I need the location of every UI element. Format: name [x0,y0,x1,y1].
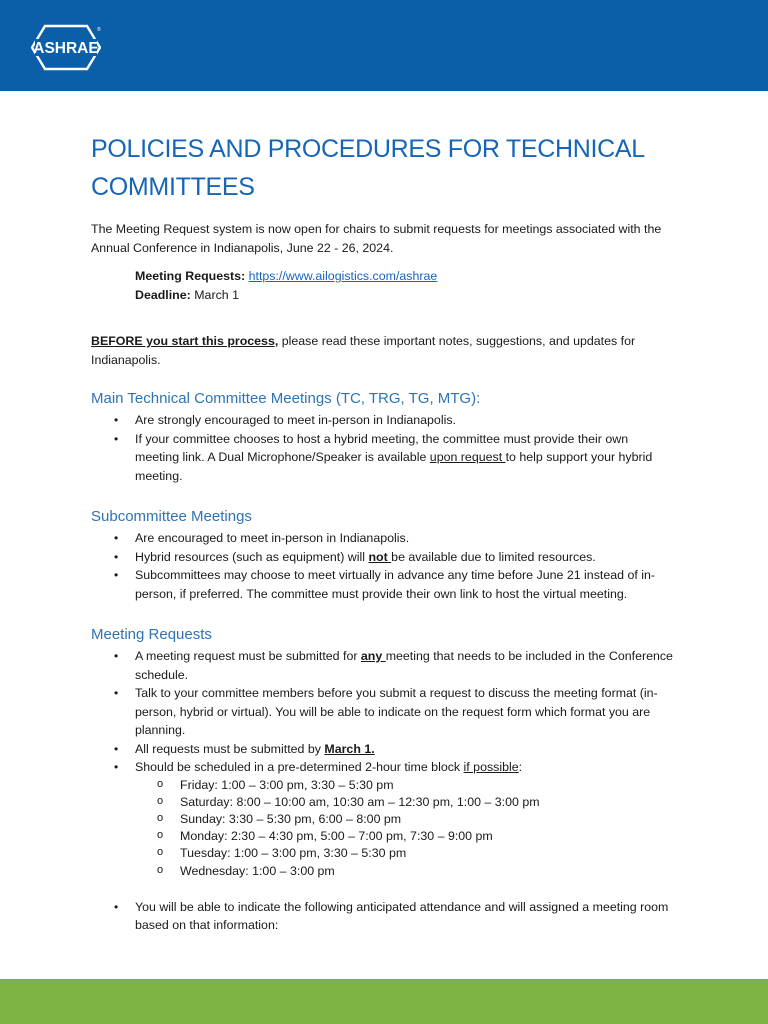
ashrae-logo[interactable] [31,24,101,71]
bullet-text: A meeting request must be submitted for [135,649,361,663]
time-block-item: o Tuesday: 1:00 – 3:00 pm, 3:30 – 5:30 pm [180,845,701,862]
header-band [0,0,768,91]
intro-paragraph [91,220,701,257]
bullet-text: based on that information: [135,918,279,933]
list-item [135,898,701,935]
march-1-emphasis: March 1. [324,741,375,756]
time-block-item: o Friday: 1:00 – 3:00 pm, 3:30 – 5:30 pm [180,777,701,794]
meeting-requests-heading: Meeting Requests [91,626,212,643]
meeting-requests-label: Meeting Requests: [135,269,246,283]
list-item [135,684,701,740]
title-line-1: POLICIES AND PROCEDURES FOR TECHNICAL [91,135,645,163]
svg-text:®: ® [97,27,101,33]
intro-line-2: Annual Conference in Indianapolis, June 22 - 26, 2024. [91,240,394,255]
before-rest-2: Indianapolis. [91,352,161,367]
subcommittee-heading: Subcommittee Meetings [91,508,252,525]
bullet-text: : [518,760,523,774]
bullet-text: to help support your hybrid [505,450,653,464]
list-item [135,566,701,603]
list-item [135,647,701,684]
bullet-text: If your committee chooses to host a hybrid meeting, the committee must provide their own [135,431,629,446]
bullet-text: You will be able to indicate the following anticipated attendance and will assigned a meeting room [135,899,669,914]
time-block-item: o Wednesday: 1:00 – 3:00 pm [180,863,701,880]
deadline-row [135,286,701,305]
time-block-item: o Sunday: 3:30 – 5:30 pm, 6:00 – 8:00 pm [180,811,701,828]
logo-text: ASHRAE [33,40,99,57]
bullet-text: Are strongly encouraged to meet in-person in Indianapolis. [135,413,456,427]
before-paragraph [91,332,701,369]
deadline-value: March 1 [194,287,239,302]
bullet-text: planning. [135,723,186,737]
deadline-label: Deadline: [135,287,191,302]
document-body [91,130,701,935]
any-emphasis: any [360,649,386,663]
footer-band [0,979,768,1024]
upon-request-text: upon request [429,450,506,464]
meeting-requests-row [135,267,701,286]
time-block-item: o Monday: 2:30 – 4:30 pm, 5:00 – 7:00 pm, 7:30 – 9:00 pm [180,828,701,845]
intro-line-1: The Meeting Request system is now open for chairs to submit requests for meetings associated with the [91,222,662,236]
subcommittee-list [91,529,701,603]
bullet-text: Hybrid resources (such as equipment) will [135,549,369,564]
list-item [135,430,701,486]
list-item [135,740,701,759]
not-emphasis: not [368,549,392,564]
list-item [135,411,701,430]
main-committee-list [91,411,701,485]
bullet-text: person, if preferred. The committee must provide their own link to host the virtual meeting. [135,586,628,601]
ashrae-logo-hexagon [31,24,101,71]
time-block-list [135,777,701,880]
title-line-2: COMMITTEES [91,173,255,201]
main-committee-heading: Main Technical Committee Meetings (TC, TRG, TG, MTG): [91,390,481,407]
bullet-text: meeting link. A Dual Microphone/Speaker is available [135,450,430,464]
info-block [91,267,701,304]
bullet-text: Should be scheduled in a pre-determined 2-hour time block [135,760,464,774]
before-rest-1: please read these important notes, suggestions, and updates for [278,334,636,348]
meeting-requests-link[interactable]: https://www.ailogistics.com/ashrae [248,269,438,283]
list-item [135,548,701,567]
bullet-text: Talk to your committee members before you submit a request to discuss the meeting format (in- [135,686,658,700]
if-possible-text: if possible [463,760,519,774]
time-block-item: o Saturday: 8:00 – 10:00 am, 10:30 am – 12:30 pm, 1:00 – 3:00 pm [180,794,701,811]
bullet-text: meeting that needs to be included in the Conference [385,649,673,663]
bullet-text: Subcommittees may choose to meet virtually in advance any time before June 21 instead of in- [135,568,655,582]
document-title [91,130,701,206]
list-item [135,529,701,548]
bullet-text: meeting. [135,468,183,483]
bullet-text: be available due to limited resources. [391,549,596,564]
bullet-text: person, hybrid or virtual). You will be able to indicate on the request form which format you are [135,704,651,719]
bullet-text: Are encouraged to meet in-person in Indianapolis. [135,531,410,545]
list-item [135,758,701,880]
before-bold: BEFORE you start this process, [91,334,279,348]
bullet-text: schedule. [135,667,189,682]
bullet-text: All requests must be submitted by [135,741,325,756]
meeting-requests-list [91,647,701,935]
